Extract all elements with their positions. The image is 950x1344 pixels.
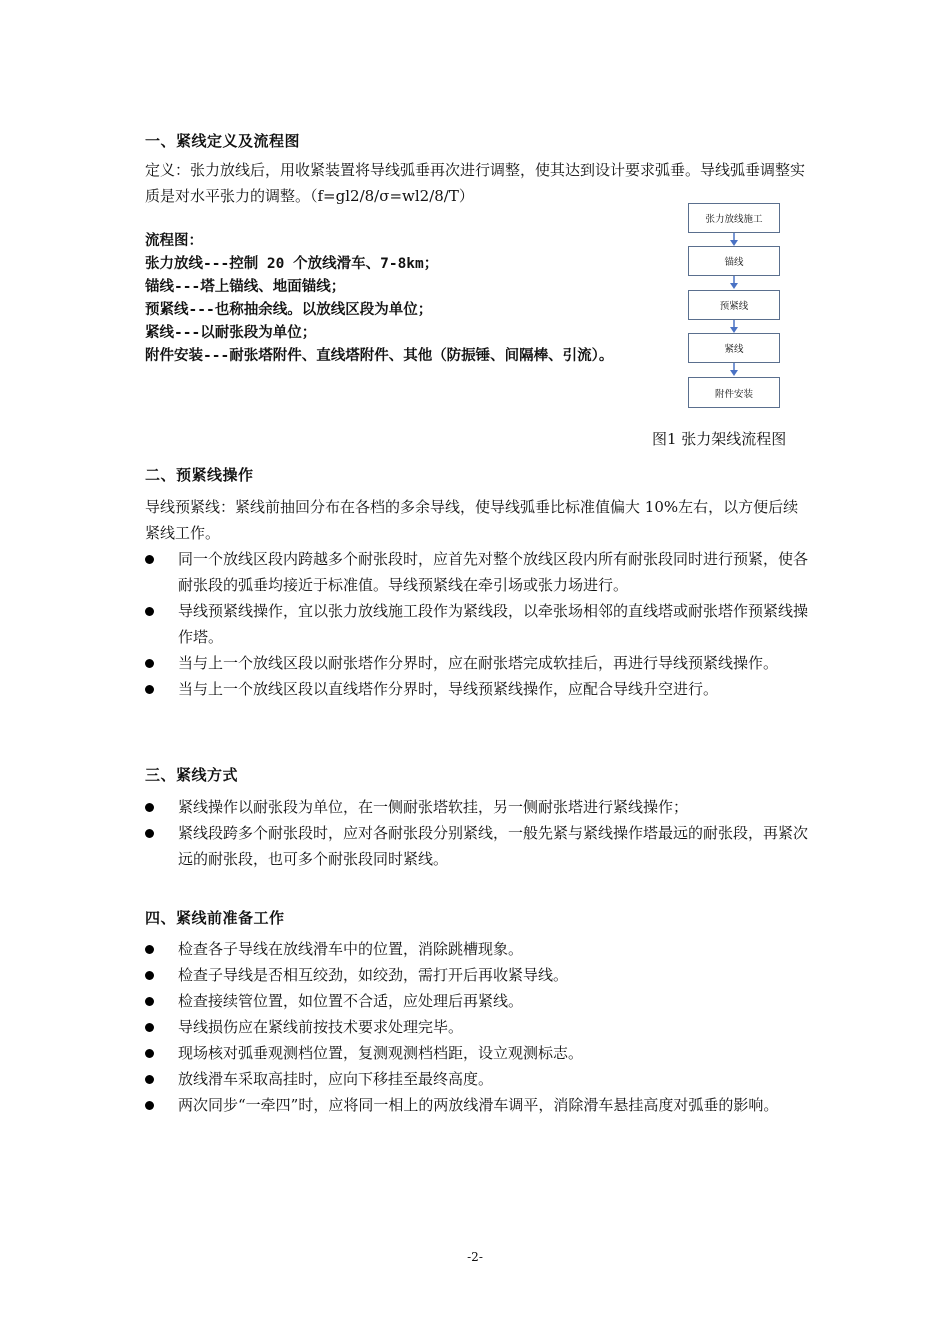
section-2-bullet-list xyxy=(145,546,810,702)
list-item-text: 两次同步“一牵四”时，应将同一相上的两放线滑车调平，消除滑车悬挂高度对弧垂的影响。 xyxy=(178,1096,779,1114)
section-1-definition: 定义：张力放线后，用收紧装置将导线弧垂再次进行调整，使其达到设计要求弧垂。导线弧垂调整实质是对水平张力的调整。（f=gl2/8/σ=wl2/8/T） xyxy=(145,161,806,205)
bullet-dot-icon xyxy=(145,829,154,838)
flowchart-box-tightening: 紧线 xyxy=(688,333,780,363)
flowchart-arrow-down-icon xyxy=(728,233,740,247)
list-item xyxy=(145,936,810,962)
list-item-text: 导线损伤应在紧线前按技术要求处理完毕。 xyxy=(178,1018,464,1036)
figure-caption: 图1 张力架线流程图 xyxy=(652,430,787,448)
flow-line-1: 张力放线---控制 20 个放线滑车、7-8km； xyxy=(145,256,439,272)
list-item-text: 现场核对弧垂观测档位置，复测观测档档距，设立观测标志。 xyxy=(178,1044,584,1062)
section-3-bullet-list xyxy=(145,794,810,872)
bullet-dot-icon xyxy=(145,607,154,616)
section-2-heading: 二、预紧线操作 xyxy=(145,466,254,484)
list-item xyxy=(145,1014,810,1040)
flow-line-3: 预紧线---也称抽余线。以放线区段为单位； xyxy=(145,302,433,318)
list-item xyxy=(145,988,810,1014)
list-item-text: 导线预紧线操作，宜以张力放线施工段作为紧线段，以牵张场相邻的直线塔或耐张塔作预紧线操作塔。 xyxy=(178,602,809,646)
bullet-dot-icon xyxy=(145,1023,154,1032)
bullet-dot-icon xyxy=(145,659,154,668)
flowchart-arrow-down-icon xyxy=(728,363,740,377)
list-item-text: 检查接续管位置，如位置不合适，应处理后再紧线。 xyxy=(178,992,524,1010)
list-item xyxy=(145,962,810,988)
section-3-heading: 三、紧线方式 xyxy=(145,766,239,784)
list-item-text: 当与上一个放线区段以直线塔作分界时，导线预紧线操作，应配合导线升空进行。 xyxy=(178,680,719,698)
list-item xyxy=(145,546,810,598)
bullet-dot-icon xyxy=(145,997,154,1006)
bullet-dot-icon xyxy=(145,803,154,812)
bullet-dot-icon xyxy=(145,971,154,980)
list-item xyxy=(145,1092,810,1118)
list-item-text: 同一个放线区段内跨越多个耐张段时，应首先对整个放线区段内所有耐张段同时进行预紧，使各耐张段的弧垂均接近于标准值。导线预紧线在牵引场或张力场进行。 xyxy=(178,550,809,594)
flowchart-box-fittings: 附件安装 xyxy=(688,377,780,408)
flow-line-4: 紧线---以耐张段为单位； xyxy=(145,325,317,341)
flowchart-arrow-down-icon xyxy=(728,276,740,290)
list-item-text: 紧线操作以耐张段为单位，在一侧耐张塔软挂，另一侧耐张塔进行紧线操作； xyxy=(178,798,689,816)
section-2-intro: 导线预紧线：紧线前抽回分布在各档的多余导线，使导线弧垂比标准值偏大 10%左右，以方便后续紧线工作。 xyxy=(145,498,799,542)
bullet-dot-icon xyxy=(145,1049,154,1058)
list-item xyxy=(145,794,810,820)
flowchart-box-anchoring: 锚线 xyxy=(688,246,780,276)
bullet-dot-icon xyxy=(145,1101,154,1110)
bullet-dot-icon xyxy=(145,945,154,954)
flowchart-arrow-down-icon xyxy=(728,320,740,334)
bullet-dot-icon xyxy=(145,555,154,564)
flow-line-2: 锚线---塔上锚线、地面锚线； xyxy=(145,279,346,295)
list-item xyxy=(145,676,810,702)
list-item-text: 检查子导线是否相互绞劲，如绞劲，需打开后再收紧导线。 xyxy=(178,966,569,984)
section-1-heading: 一、紧线定义及流程图 xyxy=(145,132,301,150)
bullet-dot-icon xyxy=(145,1075,154,1084)
section-4-heading: 四、紧线前准备工作 xyxy=(145,909,285,927)
list-item-text: 当与上一个放线区段以耐张塔作分界时，应在耐张塔完成软挂后，再进行导线预紧线操作。 xyxy=(178,654,779,672)
list-item xyxy=(145,820,810,872)
flowchart-box-pre-tightening: 预紧线 xyxy=(688,290,780,320)
flowchart-box-tension-stringing: 张力放线施工 xyxy=(688,203,780,233)
list-item xyxy=(145,1066,810,1092)
list-item xyxy=(145,650,810,676)
section-4-bullet-list xyxy=(145,936,810,1118)
list-item-text: 紧线段跨多个耐张段时，应对各耐张段分别紧线，一般先紧与紧线操作塔最远的耐张段，再紧次远的耐张段，也可多个耐张段同时紧线。 xyxy=(178,824,809,868)
list-item xyxy=(145,1040,810,1066)
flow-line-5: 附件安装---耐张塔附件、直线塔附件、其他（防振锤、间隔棒、引流）。 xyxy=(145,348,614,364)
bullet-dot-icon xyxy=(145,685,154,694)
page-number: -2- xyxy=(467,1250,483,1264)
list-item xyxy=(145,598,810,650)
flow-label: 流程图： xyxy=(145,233,203,249)
list-item-text: 放线滑车采取高挂时，应向下移挂至最终高度。 xyxy=(178,1070,494,1088)
list-item-text: 检查各子导线在放线滑车中的位置，消除跳槽现象。 xyxy=(178,940,524,958)
